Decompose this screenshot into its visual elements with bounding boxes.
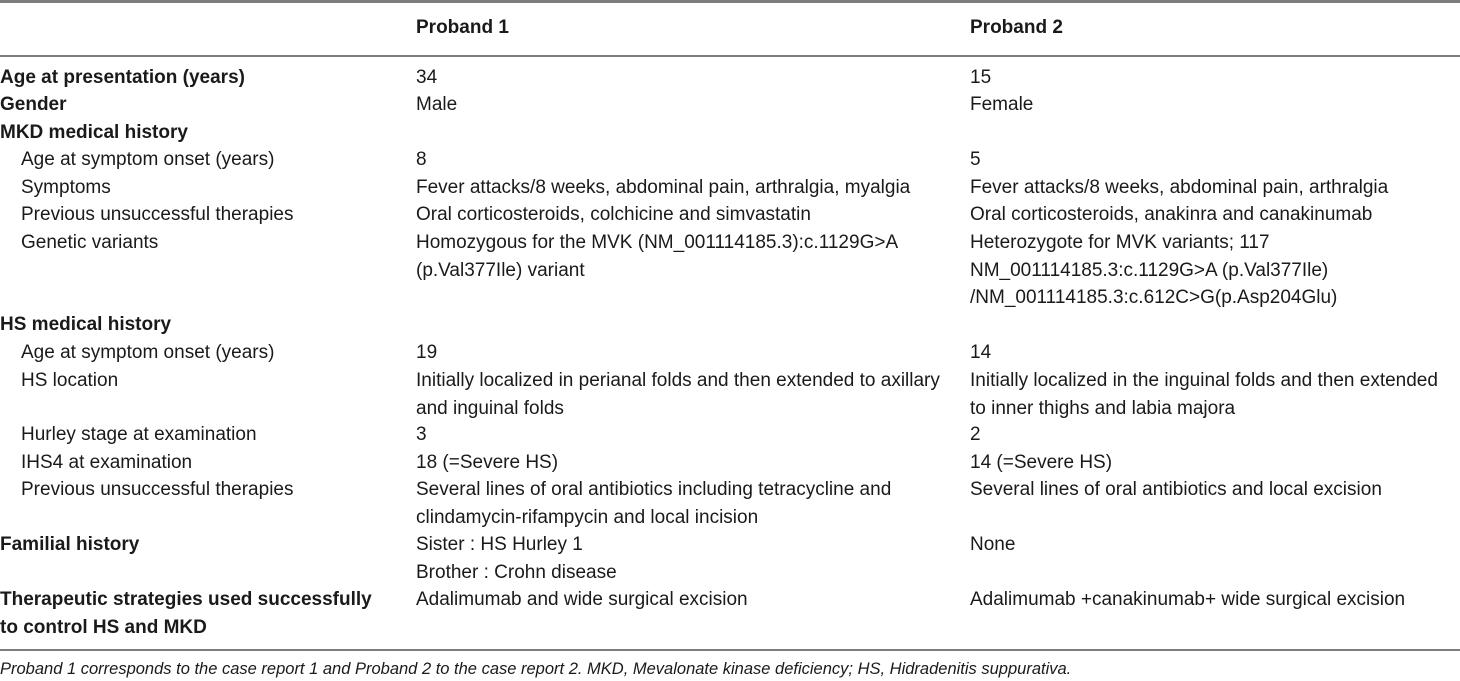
row-label [21,201,400,229]
row-label-line: to control HS and MKD [0,616,207,638]
proband-2-cell [970,531,1455,559]
row-label-line: MKD medical history [0,122,188,143]
proband-1-cell [416,64,956,92]
proband-2-cell-line: Initially localized in the inguinal folds and then extended [970,370,1438,391]
row-label [0,64,400,92]
proband-2-cell-line: Fever attacks/8 weeks, abdominal pain, arthralgia [970,177,1389,198]
row-label [21,339,400,367]
proband-2-cell [970,449,1455,477]
row-label [0,91,400,119]
proband-2-cell-line: 2 [970,424,981,445]
proband-2-cell [970,421,1455,449]
row-label [21,476,400,504]
proband-1-cell [416,476,956,531]
proband-1-cell [416,449,956,477]
row-label-line: Age at symptom onset (years) [21,149,275,170]
proband-2-cell-line: Oral corticosteroids, anakinra and canakinumab [970,204,1373,225]
proband-2-cell-line: NM_001114185.3:c.1129G>A (p.Val377Ile) [970,259,1329,281]
proband-2-cell-line: None [970,534,1016,555]
proband-1-cell [416,229,956,284]
proband-1-cell [416,339,956,367]
row-label-line: Gender [0,94,67,115]
proband-1-cell [416,174,956,202]
proband-1-cell-line: Several lines of oral antibiotics including tetracycline and [416,479,892,500]
proband-2-cell-line: 14 [970,342,992,363]
proband-1-cell-line: 3 [416,424,427,445]
row-label-line: Previous unsuccessful therapies [21,479,294,500]
row-label-line: HS location [21,370,119,391]
proband-1-cell [416,586,956,614]
proband-2-cell [970,476,1455,504]
row-label-line: Age at presentation (years) [0,67,245,88]
proband-1-cell [416,421,956,449]
row-label-line: Symptoms [21,177,111,198]
proband-1-cell-line: Fever attacks/8 weeks, abdominal pain, arthralgia, myalgia [416,177,911,198]
table-header-rule [0,55,1460,57]
proband-2-cell-line: to inner thighs and labia majora [970,397,1236,419]
proband-1-cell [416,367,956,422]
column-header-proband-1: Proband 1 [416,17,509,38]
proband-1-cell-line: clindamycin-rifampycin and local incision [416,506,759,528]
row-label-line: IHS4 at examination [21,452,193,473]
row-label-line: Hurley stage at examination [21,424,257,445]
proband-1-cell [416,91,956,119]
row-label [21,367,400,395]
proband-1-cell-line: Adalimumab and wide surgical excision [416,589,748,610]
proband-2-cell [970,91,1455,119]
proband-2-cell-line: Adalimumab +canakinumab+ wide surgical excision [970,589,1406,610]
proband-1-cell-line: 19 [416,342,438,363]
row-label-line: Familial history [0,534,140,555]
proband-1-cell-line: and inguinal folds [416,397,564,419]
row-label [0,531,400,559]
row-label-line: Therapeutic strategies used successfully [0,589,372,610]
proband-2-cell-line: 15 [970,67,992,88]
proband-1-cell-line: 34 [416,67,438,88]
proband-2-cell [970,146,1455,174]
proband-1-cell-line: Sister : HS Hurley 1 [416,534,583,555]
row-label [21,174,400,202]
proband-1-cell-line: Initially localized in perianal folds and then extended to axillary [416,370,940,391]
table-top-rule [0,0,1460,3]
row-label [21,449,400,477]
proband-1-cell-line: Brother : Crohn disease [416,561,617,583]
proband-2-cell-line: Several lines of oral antibiotics and local excision [970,479,1382,500]
proband-2-cell-line: Female [970,94,1034,115]
row-label [0,119,400,147]
row-label [21,229,400,257]
row-label-line: Genetic variants [21,232,159,253]
row-label [21,421,400,449]
proband-2-cell [970,339,1455,367]
proband-1-cell-line: 18 (=Severe HS) [416,452,559,473]
proband-2-cell [970,586,1455,614]
proband-1-cell [416,531,956,586]
row-label [0,586,400,641]
table-bottom-rule [0,649,1460,651]
proband-2-cell-line: 14 (=Severe HS) [970,452,1113,473]
proband-1-cell [416,146,956,174]
row-label [21,146,400,174]
row-label-line: Previous unsuccessful therapies [21,204,294,225]
row-label [0,311,400,339]
proband-1-cell-line: 8 [416,149,427,170]
proband-2-cell [970,201,1455,229]
proband-1-cell [416,201,956,229]
column-header-proband-2: Proband 2 [970,17,1063,38]
row-label-line: HS medical history [0,314,172,335]
proband-2-cell [970,229,1455,312]
proband-2-cell-line: Heterozygote for MVK variants; 117 [970,232,1270,253]
proband-1-cell-line: Homozygous for the MVK (NM_001114185.3):c.1129G>A [416,232,899,253]
proband-1-cell-line: (p.Val377Ile) variant [416,259,585,281]
table-footnote: Proband 1 corresponds to the case report 1 and Proband 2 to the case report 2. MKD, Mevalonate kinase deficiency; HS, Hidradenitis suppurativa. [0,660,1072,678]
proband-2-cell [970,64,1455,92]
proband-2-cell [970,367,1455,422]
proband-2-cell-line: 5 [970,149,981,170]
proband-1-cell-line: Male [416,94,458,115]
proband-1-cell-line: Oral corticosteroids, colchicine and simvastatin [416,204,811,225]
proband-2-cell-line: /NM_001114185.3:c.612C>G(p.Asp204Glu) [970,287,1338,308]
row-label-line: Age at symptom onset (years) [21,342,275,363]
proband-2-cell [970,174,1455,202]
